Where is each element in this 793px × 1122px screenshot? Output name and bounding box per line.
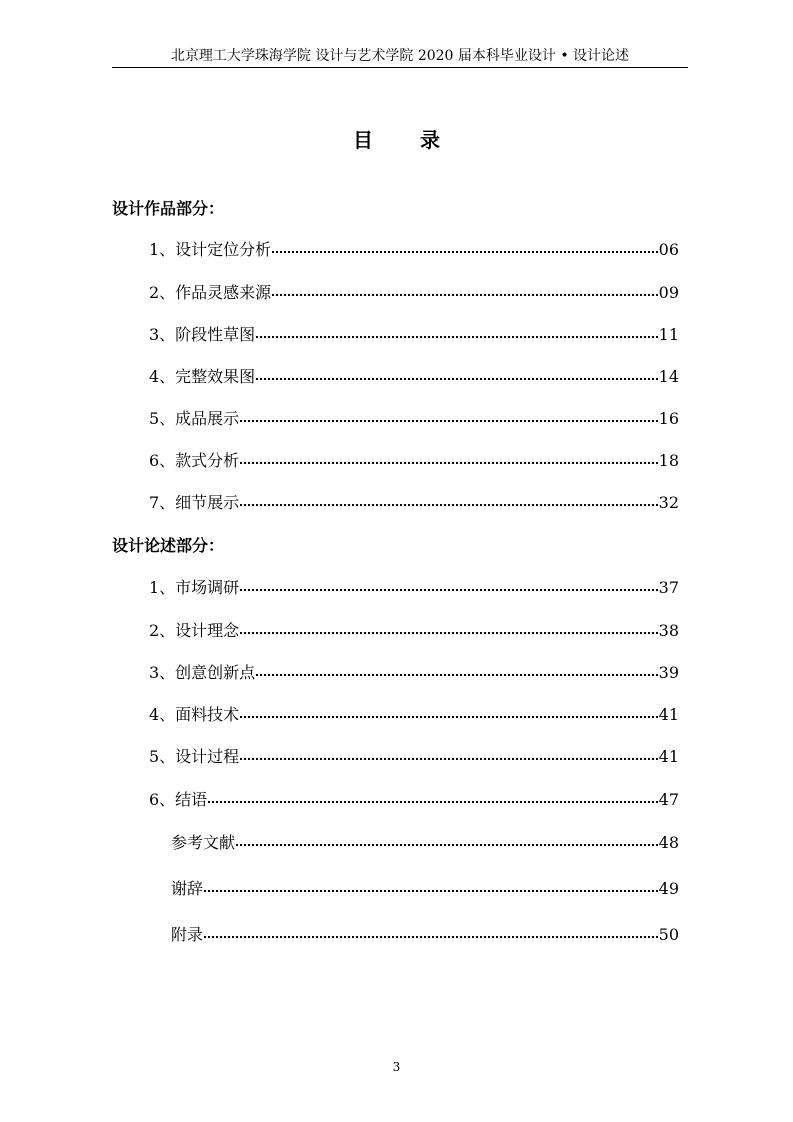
dot-leader bbox=[240, 632, 657, 634]
dot-leader bbox=[236, 844, 658, 846]
dot-leader bbox=[208, 801, 657, 803]
toc-entry[interactable] bbox=[149, 239, 679, 261]
toc-entry-label: 附录 bbox=[171, 925, 204, 944]
toc-entry-references[interactable] bbox=[171, 832, 679, 854]
toc-entry-page: 41 bbox=[658, 705, 679, 724]
dot-leader bbox=[240, 504, 657, 506]
toc-entry-page: 47 bbox=[658, 790, 679, 809]
toc-entry-page: 09 bbox=[658, 283, 679, 302]
toc-entry-page: 11 bbox=[658, 325, 679, 344]
section-heading-design-discussion: 设计论述部分： bbox=[112, 536, 225, 555]
toc-entry-label: 2、作品灵感来源 bbox=[149, 283, 272, 302]
toc-entry-label: 谢辞 bbox=[171, 879, 204, 898]
dot-leader bbox=[240, 420, 657, 422]
toc-entry[interactable] bbox=[149, 366, 679, 388]
section-heading-design-works: 设计作品部分： bbox=[112, 199, 225, 218]
toc-entry[interactable] bbox=[149, 492, 679, 514]
toc-entry[interactable] bbox=[149, 704, 679, 726]
toc-entry[interactable] bbox=[149, 324, 679, 346]
toc-entry-acknowledgements[interactable] bbox=[171, 878, 679, 900]
toc-title: 目 录 bbox=[353, 128, 460, 152]
toc-entry[interactable] bbox=[149, 620, 679, 642]
toc-entry[interactable] bbox=[149, 746, 679, 768]
toc-entry-page: 38 bbox=[658, 621, 679, 640]
toc-entry-page: 48 bbox=[658, 833, 679, 852]
toc-entry[interactable] bbox=[149, 662, 679, 684]
header-divider bbox=[112, 67, 688, 68]
dot-leader bbox=[204, 936, 658, 938]
toc-entry-page: 16 bbox=[658, 409, 679, 428]
toc-entry-page: 41 bbox=[658, 747, 679, 766]
toc-entry-label: 4、完整效果图 bbox=[149, 367, 256, 386]
toc-entry-label: 7、细节展示 bbox=[149, 493, 240, 512]
dot-leader bbox=[256, 378, 657, 380]
running-header: 北京理工大学珠海学院 设计与艺术学院 2020 届本科毕业设计 • 设计论述 bbox=[170, 48, 630, 64]
toc-entry[interactable] bbox=[149, 450, 679, 472]
toc-entry-page: 49 bbox=[658, 879, 679, 898]
toc-entry-label: 3、创意创新点 bbox=[149, 663, 256, 682]
dot-leader bbox=[256, 336, 657, 338]
dot-leader bbox=[256, 674, 657, 676]
toc-entry[interactable] bbox=[149, 408, 679, 430]
dot-leader bbox=[272, 251, 657, 253]
toc-entry-label: 5、设计过程 bbox=[149, 747, 240, 766]
toc-entry-page: 18 bbox=[658, 451, 679, 470]
dot-leader bbox=[240, 758, 657, 760]
toc-entry-label: 6、结语 bbox=[149, 790, 208, 809]
toc-entry-label: 1、市场调研 bbox=[149, 578, 240, 597]
dot-leader bbox=[240, 589, 657, 591]
toc-entry-label: 1、设计定位分析 bbox=[149, 240, 272, 259]
dot-leader bbox=[240, 462, 657, 464]
toc-entry[interactable] bbox=[149, 282, 679, 304]
toc-entry-label: 6、款式分析 bbox=[149, 451, 240, 470]
toc-entry-page: 32 bbox=[658, 493, 679, 512]
toc-entry-page: 06 bbox=[658, 240, 679, 259]
toc-entry-page: 50 bbox=[658, 925, 679, 944]
toc-entry-page: 39 bbox=[658, 663, 679, 682]
toc-entry-label: 5、成品展示 bbox=[149, 409, 240, 428]
dot-leader bbox=[272, 294, 657, 296]
toc-entry-appendix[interactable] bbox=[171, 924, 679, 946]
toc-entry-label: 2、设计理念 bbox=[149, 621, 240, 640]
toc-entry-label: 4、面料技术 bbox=[149, 705, 240, 724]
toc-entry-page: 37 bbox=[658, 578, 679, 597]
toc-entry-label: 3、阶段性草图 bbox=[149, 325, 256, 344]
toc-entry[interactable] bbox=[149, 577, 679, 599]
dot-leader bbox=[204, 890, 658, 892]
page-number: 3 bbox=[392, 1060, 401, 1074]
toc-entry[interactable] bbox=[149, 789, 679, 811]
toc-entry-label: 参考文献 bbox=[171, 833, 236, 852]
dot-leader bbox=[240, 716, 657, 718]
toc-entry-page: 14 bbox=[658, 367, 679, 386]
